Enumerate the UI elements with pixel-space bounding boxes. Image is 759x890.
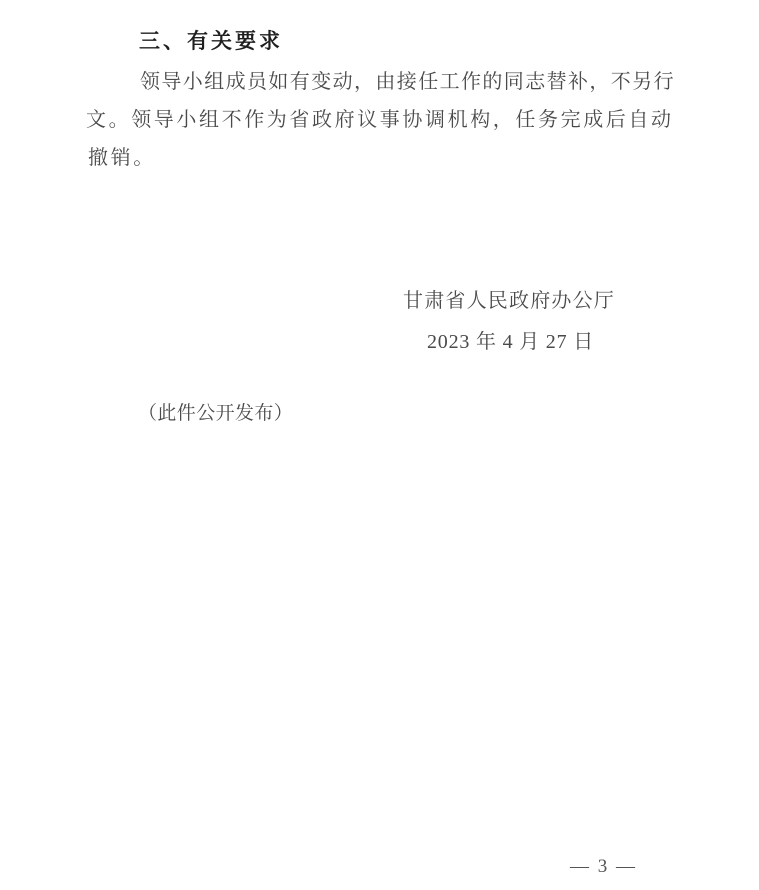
page-number: — 3 — bbox=[570, 856, 637, 877]
paragraph-line: 撤销。 bbox=[88, 147, 156, 169]
section-heading: 三、有关要求 bbox=[139, 30, 283, 53]
paragraph-line: 文。领导小组不作为省政府议事协调机构，任务完成后自动 bbox=[86, 109, 674, 131]
public-release-note: （此件公开发布） bbox=[138, 403, 294, 424]
document-date: 2023 年 4 月 27 日 bbox=[427, 331, 594, 353]
paragraph-line: 领导小组成员如有变动，由接任工作的同志替补，不另行 bbox=[140, 71, 675, 93]
issuing-authority-signature: 甘肃省人民政府办公厅 bbox=[403, 290, 615, 312]
